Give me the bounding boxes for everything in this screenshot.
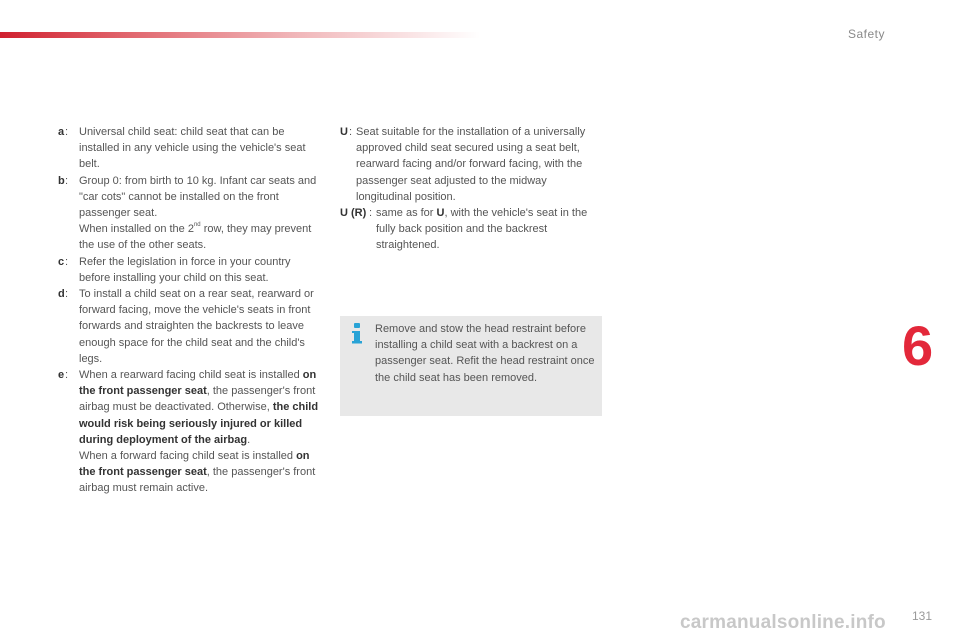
- legend-key: e: [58, 369, 65, 382]
- info-note-text: Remove and stow the head restraint before installing a child seat with a backrest on a passenger seat. Refit the head restraint once the child seat has been removed.: [375, 323, 595, 384]
- emphasis-text: on the front passenger seat: [79, 450, 310, 479]
- legend-text: , with the vehicle's seat in the fully back position and the backrest straightened.: [376, 207, 588, 252]
- legend-text-second-row-post: row, they may prevent the use of the other seats.: [79, 223, 312, 252]
- legend-entry-a: a : Universal child seat: child seat that can be installed in any vehicle using the vehicle's seat belt.: [58, 126, 306, 171]
- info-note-box: [340, 316, 602, 416]
- legend-key: U (R): [340, 207, 367, 220]
- legend-entry-d: d : To install a child seat on a rear seat, rearward or forward facing, move the vehicle's seats in front forwards and straighten the backrests to leave enough space for the child seat and the child's legs.: [58, 288, 314, 365]
- legend-text: .: [247, 433, 251, 446]
- legend-key: b: [58, 174, 65, 187]
- legend-text: , the passenger's front airbag must remain active.: [79, 466, 316, 495]
- right-column: [340, 124, 604, 254]
- legend-entry-c: c : Refer the legislation in force in your country before installing your child on this seat.: [58, 255, 291, 284]
- emphasis-text: on the front passenger seat: [79, 369, 317, 398]
- legend-key: a: [58, 126, 65, 138]
- legend-key: U: [340, 126, 348, 138]
- legend-entry-u-r: U (R) : same as for U, with the vehicle's seat in the fully back position and the backrest straightened.: [340, 207, 588, 252]
- legend-text: Group 0: from birth to 10 kg. Infant car seats and "car cots" cannot be installed on the front passenger seat.: [79, 174, 317, 220]
- legend-text: , the passenger's front airbag must be deactivated. Otherwise,: [79, 385, 316, 414]
- info-icon: [350, 322, 364, 346]
- legend-text: When a rearward facing child seat is installed: [79, 369, 303, 382]
- legend-key: c: [58, 255, 65, 268]
- legend-text: To install a child seat on a rear seat, rearward or forward facing, move the vehicle's seats in front forwards and straighten the backrests to leave enough space for the child seat and the child's legs.: [79, 288, 314, 365]
- legend-text: same as for: [376, 207, 437, 220]
- legend-entry-b: b : Group 0: from birth to 10 kg. Infant car seats and "car cots" cannot be installed on the front passenger seat. When installed on the 2nd row, they may prevent the use of the other seats.: [58, 174, 317, 252]
- legend-text: Refer the legislation in force in your country before installing your child on this seat.: [79, 255, 291, 284]
- legend-key: d: [58, 288, 65, 301]
- warning-text: the child would risk being seriously injured or killed during deployment of the airbag: [79, 401, 319, 446]
- legend-text-second-row-pre: When installed on the 2: [79, 223, 194, 236]
- legend-text: When a forward facing child seat is installed: [79, 450, 297, 463]
- page-number: 131: [912, 609, 933, 623]
- ordinal-suffix: nd: [193, 222, 201, 229]
- legend-entry-e: e : When a rearward facing child seat is installed on the front passenger seat, the passenger's front airbag must be deactivated. Otherwise, the child would risk being seriously injured or killed during deployment of the airbag. When a forward facing child seat is installed on the front passenger seat, the passenger's front airbag must remain active.: [58, 369, 319, 495]
- watermark: carmanualsonline.info: [680, 612, 886, 633]
- section-title: Safety: [848, 27, 886, 41]
- legend-text: Universal child seat: child seat that can be installed in any vehicle using the vehicle's seat belt.: [79, 126, 306, 171]
- legend-text: Seat suitable for the installation of a universally approved child seat secured using a seat belt, rearward facing and/or forward facing, with the passenger seat adjusted to the midway longitudinal position.: [356, 126, 586, 203]
- left-column: [58, 124, 320, 497]
- chapter-number: 6: [902, 314, 934, 377]
- header-accent-bar: [0, 32, 480, 38]
- emphasis-text: U: [436, 207, 445, 220]
- legend-entry-u: U : Seat suitable for the installation of a universally approved child seat secured using a seat belt, rearward facing and/or forward facing, with the passenger seat adjusted to the midway longitudinal position.: [340, 126, 586, 203]
